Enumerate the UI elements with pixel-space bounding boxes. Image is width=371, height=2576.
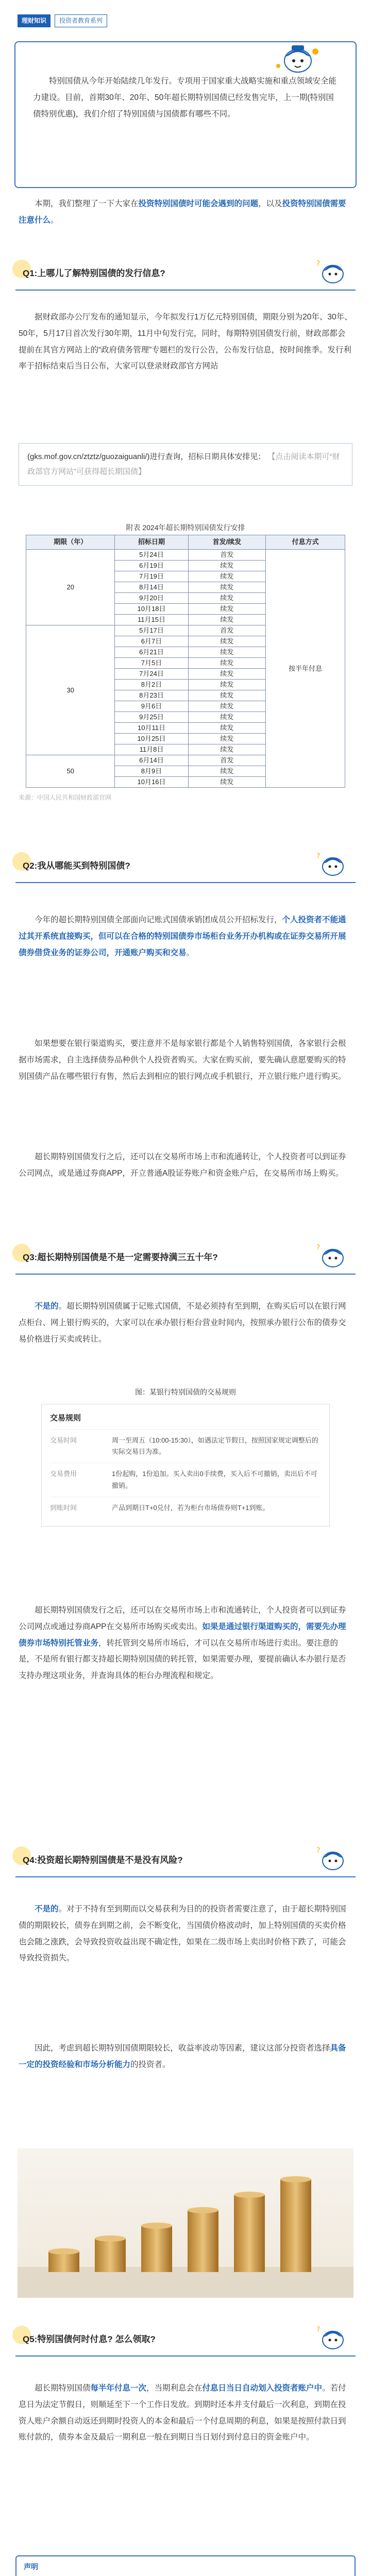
- source-note: 来源：中国人民共和国财政部官网: [19, 794, 112, 801]
- intro-box: [14, 41, 357, 188]
- svg-text:?: ?: [316, 260, 321, 268]
- svg-text:?: ?: [316, 852, 321, 860]
- issue-type-cell: 续发: [188, 734, 266, 744]
- trading-rules-card: [41, 1404, 330, 1527]
- issue-type-cell: 续发: [188, 680, 266, 690]
- category-tag[interactable]: 理财知识: [18, 14, 50, 27]
- date-cell: 10月25日: [115, 734, 188, 744]
- rule-key: 交易费用: [50, 1470, 77, 1478]
- answer-4-advice-text: [19, 2040, 352, 2073]
- column-header: 招标日期: [115, 535, 188, 550]
- text-span: 本期，我们整理了一下大家在: [35, 199, 139, 208]
- issue-type-cell: 续发: [188, 766, 266, 777]
- date-cell: 10月18日: [115, 604, 188, 615]
- payment-method-cell: 按半年付息: [266, 550, 345, 788]
- date-cell: 7月24日: [115, 669, 188, 680]
- text-span: 因此，考虑到超长期特别国债期限较长，收益率波动等因素，建议这部分投资者选择: [35, 2044, 330, 2053]
- text-span: 今年的超长期特别国债全部面向记账式国债承销团成员公开招标发行，: [35, 916, 282, 924]
- intro-text: 特别国债从今年开始陆续几年发行。专项用于国家重大战略实施和重点领域安全能力建设。目前，首期30年、20年、50年超长期特别国债已经发售完毕，上一期(特别国债特别优惠)，我们介绍了特别国债与国债都有哪些不同。: [33, 77, 337, 118]
- text-span: 。: [50, 215, 59, 225]
- date-cell: 7月5日: [115, 658, 188, 669]
- issue-type-cell: 续发: [188, 712, 266, 723]
- date-cell: 11月8日: [115, 744, 188, 755]
- issue-type-cell: 续发: [188, 777, 266, 788]
- term-cell: 30: [26, 625, 115, 755]
- issue-type-cell: 续发: [188, 636, 266, 647]
- text-span: ，当期利息会在: [146, 2384, 203, 2393]
- column-header: 期限（年）: [26, 535, 115, 550]
- highlight-text: 不是的: [35, 1302, 59, 1311]
- question-3-header: [15, 1242, 356, 1275]
- question-title: Q1:上哪儿了解特别国债的发行信息?: [23, 268, 165, 279]
- highlight-text: 付息日当日自动划入投资者账户中: [202, 2384, 323, 2393]
- text-span: 。若付息日为法定节假日，则顺延至下一个工作日发放。到期时还本并支付最后一次利息，到期在投资人账户余额自动返还到期时投资人的本金和最后一个付息周期的利息，如果是按照付款日到账付款的，债券本金及最后一期利息一般在到期日当日划付到付息日的资金账户中。: [19, 2384, 346, 2442]
- issue-type-cell: 续发: [188, 604, 266, 615]
- mascot-icon: [313, 1843, 350, 1874]
- mascot-icon: [313, 1241, 350, 1272]
- answer-5-text: [19, 2380, 352, 2446]
- answer-1-text: 据财政部办公厅发布的通知显示，今年拟发行1万亿元特别国债，期限分别为20年、30年、50年，5月17日首次发行30年期，11月中旬发行完，同时，每期特别国债发行前，财政部都会提前在其官方网站上的“政府债务管理”专题栏的发行公告，公布发行信息，按时间推季。发行利率于招标结束后当日公布，大家可以登录财政部官方网站: [19, 313, 352, 371]
- highlight-text: 如果是通过银行渠道购买的，需要先办理债券市场特别托管业务: [19, 1622, 346, 1648]
- date-cell: 9月25日: [115, 712, 188, 723]
- highlight-text: 投资特别国债时可能会遇到的问题: [138, 199, 259, 208]
- issue-type-cell: 首发: [188, 550, 266, 561]
- rule-row: [50, 1429, 321, 1463]
- date-cell: 5月24日: [115, 550, 188, 561]
- highlight-text: 具备一定的投资经验和市场分析能力: [19, 2044, 346, 2069]
- mascot-icon: [268, 40, 325, 76]
- intro-paragraph: [19, 196, 352, 229]
- answer-2-text: [19, 912, 352, 961]
- mof-url-text[interactable]: (gks.mof.gov.cn/ztztz/guozaiguanli/)进行查询，招标日期具体安排见：: [27, 452, 266, 461]
- mascot-icon: [313, 2323, 350, 2353]
- date-cell: 6月7日: [115, 636, 188, 647]
- highlight-text: 投资特别国债需要注意什么: [19, 199, 346, 225]
- date-cell: 7月19日: [115, 571, 188, 582]
- question-title: Q4:投资超长期特别国债是不是没有风险?: [23, 1855, 183, 1866]
- series-tag[interactable]: 投资者教育系列: [55, 14, 107, 27]
- rule-value: 产品到期日T+0兑付，若为柜台市场债券则T+1到账。: [112, 1503, 269, 1512]
- answer-2-exchange-text: 超长期特别国债发行之后，还可以在交易所市场上市和流通转让，个人投资者可以到证券公司网点，或是通过券商APP，开立普通A股证券账户和资金账户后，在交易所市场上购买。: [19, 1153, 346, 1178]
- svg-text:?: ?: [316, 1244, 321, 1252]
- issue-type-cell: 续发: [188, 561, 266, 571]
- issue-type-cell: 首发: [188, 625, 266, 636]
- date-cell: 6月19日: [115, 561, 188, 571]
- answer-3-text: [19, 1298, 352, 1347]
- issue-type-cell: 续发: [188, 647, 266, 658]
- issue-type-cell: 续发: [188, 615, 266, 625]
- question-title: Q3:超长期特别国债是不是一定需要持满三五十年?: [23, 1252, 218, 1263]
- rule-row: [50, 1463, 321, 1496]
- text-span: 超长期特别国债发行之后，还可以在交易所市场上市和流通转让，个人投资者可以到证券公司网点或通过券商APP在交易所市场购买或卖出。: [19, 1606, 346, 1631]
- date-cell: 8月23日: [115, 690, 188, 701]
- mof-link-note: 【点击阅读本期可“财政部官方网站”可获得超长期国债】: [27, 452, 340, 476]
- table-header-row: [26, 535, 345, 550]
- table-row: [26, 550, 345, 561]
- date-cell: 8月14日: [115, 582, 188, 593]
- issue-type-cell: 续发: [188, 744, 266, 755]
- date-cell: 11月15日: [115, 615, 188, 625]
- date-cell: 8月9日: [115, 766, 188, 777]
- text-span: ，转托管到交易所市场后，才可以在交易所市场进行卖出。要注意的是，不是所有银行都支持超长期特别国债的转托管，如果需要办理，要提前确认本办银行是否支持办理这项业务，并查询具体的柜台办理流程和规定。: [19, 1638, 346, 1681]
- answer-2-bank-text: 如果想要在银行渠道购买，要注意并不是每家银行都是个人销售特别国债，各家银行会根据市场需求，自主选择债券品种供个人投资者购买。大家在购买前，要先确认意愿要购买的特别国债产品在哪些银行有售，然后去到相应的银行网点或手机银行，开立银行账户进行购买。: [19, 1039, 346, 1081]
- rule-caption: 图：某银行特别国债的交易规则: [135, 1388, 236, 1396]
- disclaimer-box: [15, 2555, 356, 2576]
- rule-row: [50, 1497, 321, 1519]
- answer-4-text: [19, 1901, 352, 1967]
- date-cell: 9月20日: [115, 593, 188, 604]
- mof-link-box[interactable]: [19, 443, 352, 486]
- issue-type-cell: 续发: [188, 658, 266, 669]
- date-cell: 10月16日: [115, 777, 188, 788]
- coins-photo: [18, 2148, 353, 2298]
- text-span: 。: [186, 948, 195, 957]
- date-cell: 10月11日: [115, 723, 188, 734]
- answer-3-transfer-text: [19, 1602, 352, 1684]
- text-span: 。超长期特别国债属于记账式国债，不是必须持有至到期，在购买后可以在银行网点柜台、网上银行购买的，大家可以在承办银行柜台营业时间内，按照承办银行公布的债券交易价格进行买卖或转让。: [19, 1302, 346, 1344]
- rule-key: 到账时间: [50, 1503, 77, 1512]
- question-1-header: [15, 258, 356, 291]
- question-title: Q2:我从哪能买到特别国债?: [23, 861, 130, 871]
- issue-type-cell: 首发: [188, 755, 266, 766]
- column-header: 付息方式: [266, 535, 345, 550]
- question-2-header: [15, 850, 356, 883]
- mascot-icon: [313, 257, 350, 287]
- coin-stacks-illustration: [18, 2148, 353, 2298]
- rule-key: 交易时间: [50, 1436, 77, 1445]
- rule-value: 1份起购，1份追加。买入卖出0手续费，买入后不可撤销，卖出后不可撤销。: [112, 1470, 317, 1489]
- date-cell: 6月14日: [115, 755, 188, 766]
- svg-text:?: ?: [316, 2326, 321, 2334]
- disclaimer-title: 声明: [24, 2563, 38, 2571]
- text-span: ，以及: [258, 199, 282, 208]
- issue-type-cell: 续发: [188, 701, 266, 712]
- date-cell: 5月17日: [115, 625, 188, 636]
- svg-text:?: ?: [316, 1846, 321, 1855]
- mascot-icon: [313, 849, 350, 880]
- issue-type-cell: 续发: [188, 582, 266, 593]
- highlight-text: 每半年付息一次: [90, 2384, 147, 2393]
- date-cell: 6月21日: [115, 647, 188, 658]
- text-span: 的投资者。: [130, 2060, 171, 2069]
- text-span: 超长期特别国债: [35, 2384, 91, 2393]
- issue-type-cell: 续发: [188, 571, 266, 582]
- term-cell: 50: [26, 755, 115, 788]
- table-caption: 附表 2024年超长期特别国债发行安排: [126, 523, 245, 532]
- issue-type-cell: 续发: [188, 669, 266, 680]
- issue-type-cell: 续发: [188, 593, 266, 604]
- question-4-header: [15, 1844, 356, 1877]
- rule-value: 周一至周五（10:00-15:30），如遇法定节假日，按照国家规定调整后的实际交易日为准。: [112, 1436, 318, 1456]
- column-header: 首发/续发: [188, 535, 266, 550]
- rules-title: 交易规则: [50, 1414, 81, 1422]
- text-span: 。对于不持有至到期而以交易获利为目的的投资者需要注意了，由于超长期特别国债的期限较长，债券在到期之前，会不断变化，当国债价格波动时，加上特别国债的买卖价格也会随之涨跌，会导致投资收益出现不确定性，如果在二级市场上卖出时价格下跌了，可能会导致投资损失。: [19, 1905, 346, 1963]
- question-title: Q5:特别国债何时付息? 怎么领取?: [23, 2334, 156, 2345]
- issue-type-cell: 续发: [188, 723, 266, 734]
- issuance-schedule-table: [26, 535, 345, 788]
- question-5-header: [15, 2324, 356, 2357]
- issue-type-cell: 续发: [188, 690, 266, 701]
- date-cell: 8月2日: [115, 680, 188, 690]
- highlight-text: 个人投资者不能通过其开系统直接购买，但可以在合格的特别国债券市场柜台业务开办机构或在证券交易所开展债券借贷业务的证券公司，开通账户购买和交易: [19, 916, 346, 957]
- highlight-text: 不是的: [35, 1905, 59, 1913]
- term-cell: 20: [26, 550, 115, 625]
- date-cell: 9月6日: [115, 701, 188, 712]
- article-header: [0, 0, 371, 41]
